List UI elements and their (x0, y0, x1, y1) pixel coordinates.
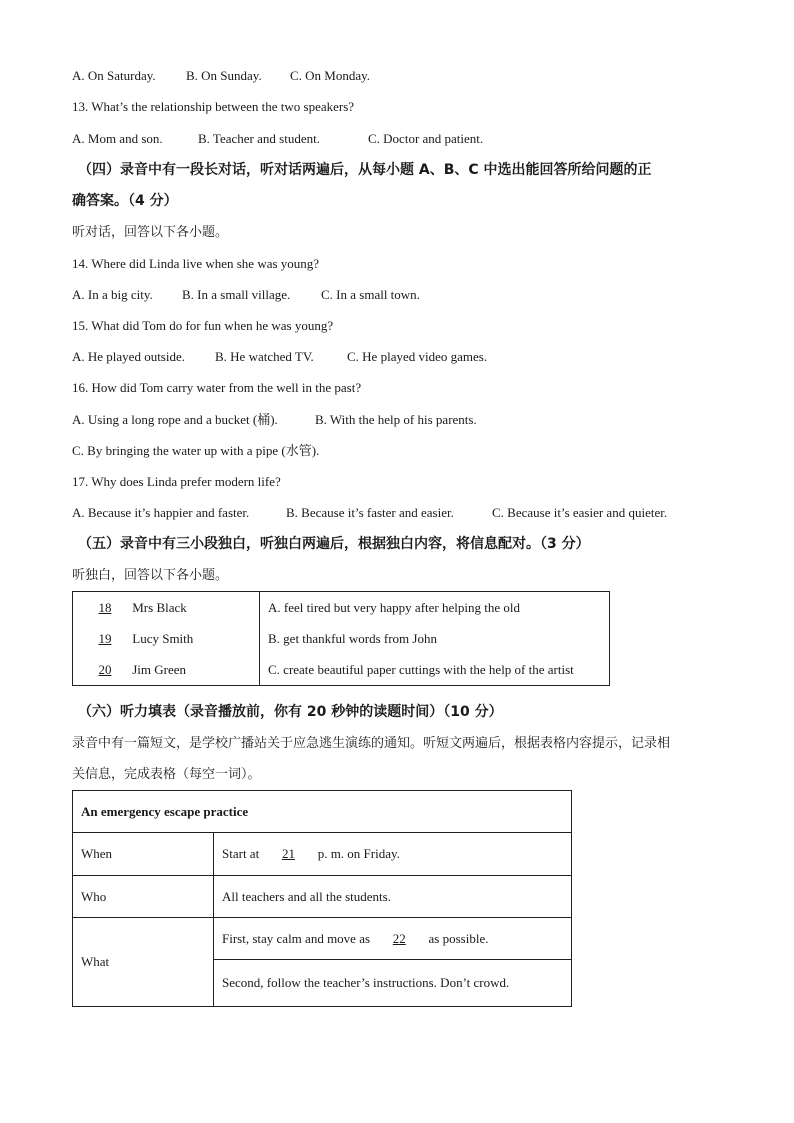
q14-option-c: C. In a small town. (321, 287, 420, 302)
match-row-19 (73, 623, 259, 654)
q15-question: 15. What did Tom do for fun when he was young? (72, 318, 334, 333)
section6-instruction-line1: 录音中有一篇短文，是学校广播站关于应急逃生演练的通知。听短文两遍后，根据表格内容提示，记录相 (72, 736, 671, 751)
person-name: Lucy Smith (132, 631, 194, 646)
section4-instruction: 听对话，回答以下各小题。 (72, 225, 229, 240)
q12-option-c: C. On Monday. (290, 68, 371, 83)
q14-option-a: A. In a big city. (72, 287, 153, 302)
what-value-2: Second, follow the teacher’s instructions. Don’t crowd. (214, 960, 572, 1007)
q13-option-b: B. Teacher and student. (198, 131, 320, 146)
q14-option-b: B. In a small village. (182, 287, 291, 302)
q13-option-a: A. Mom and son. (72, 131, 163, 146)
people-column (73, 592, 260, 686)
q16-option-a: A. Using a long rope and a bucket (桶). (72, 412, 278, 427)
person-name: Mrs Black (132, 600, 187, 615)
q12-option-b: B. On Sunday. (186, 68, 262, 83)
q17-option-c: C. Because it’s easier and quieter. (492, 505, 668, 520)
who-value: All teachers and all the students. (214, 876, 572, 918)
section5-heading: （五）录音中有三小段独白，听独白两遍后，根据独白内容，将信息配对。（3 分） (78, 536, 590, 552)
section6-heading: （六）听力填表（录音播放前，你有 20 秒钟的读题时间）（10 分） (78, 704, 503, 720)
q13-question: 13. What’s the relationship between the two speakers? (72, 99, 355, 114)
who-label: Who (73, 876, 214, 918)
matching-table (72, 591, 610, 686)
answer-blank-19[interactable]: 19 (98, 631, 112, 646)
choice-a: A. feel tired but very happy after helping the old (268, 600, 520, 615)
fill-in-table (72, 790, 572, 1007)
what-label: What (73, 918, 214, 1007)
q15-option-c: C. He played video games. (347, 349, 488, 364)
section4-heading-line2: 确答案。（4 分） (72, 193, 178, 209)
q17-option-b: B. Because it’s faster and easier. (286, 505, 454, 520)
q12-options (72, 68, 370, 84)
when-prefix: Start at (222, 846, 260, 861)
q16-option-b: B. With the help of his parents. (315, 412, 477, 427)
what1-suffix: as possible. (428, 930, 489, 946)
choice-c: C. create beautiful paper cuttings with the help of the artist (268, 662, 574, 677)
q14-question: 14. Where did Linda live when she was young? (72, 256, 320, 271)
q14-options (72, 287, 420, 303)
q12-option-a: A. On Saturday. (72, 68, 156, 83)
answer-blank-20[interactable]: 20 (98, 662, 112, 677)
table-title: An emergency escape practice (73, 791, 572, 833)
q17-question: 17. Why does Linda prefer modern life? (72, 474, 281, 489)
q16-options-ab (72, 412, 477, 428)
q17-option-a: A. Because it’s happier and faster. (72, 505, 250, 520)
q13-options (72, 131, 483, 147)
what-value-1 (214, 918, 572, 960)
match-row-18 (73, 592, 259, 623)
q15-option-b: B. He watched TV. (215, 349, 314, 364)
choices-column (260, 592, 610, 686)
q15-option-a: A. He played outside. (72, 349, 186, 364)
answer-blank-18[interactable]: 18 (98, 600, 112, 615)
what1-prefix: First, stay calm and move as (222, 930, 371, 946)
q16-option-c: C. By bringing the water up with a pipe (水管). (72, 443, 320, 458)
q15-options (72, 349, 487, 365)
q17-options (72, 505, 667, 521)
q16-question: 16. How did Tom carry water from the well in the past? (72, 380, 362, 395)
section5-instruction: 听独白，回答以下各小题。 (72, 568, 229, 583)
section4-heading-line1: （四）录音中有一段长对话，听对话两遍后，从每小题 A、B、C 中选出能回答所给问题的正 (78, 162, 652, 178)
answer-blank-21[interactable]: 21 (281, 846, 295, 861)
when-suffix: p. m. on Friday. (317, 846, 400, 861)
when-label: When (73, 833, 214, 876)
when-value (214, 833, 572, 876)
section6-instruction-line2: 关信息，完成表格（每空一词）。 (72, 767, 261, 782)
match-row-20 (73, 654, 259, 685)
q13-option-c: C. Doctor and patient. (368, 131, 484, 146)
answer-blank-22[interactable]: 22 (392, 930, 406, 946)
person-name: Jim Green (132, 662, 187, 677)
choice-b: B. get thankful words from John (268, 631, 437, 646)
